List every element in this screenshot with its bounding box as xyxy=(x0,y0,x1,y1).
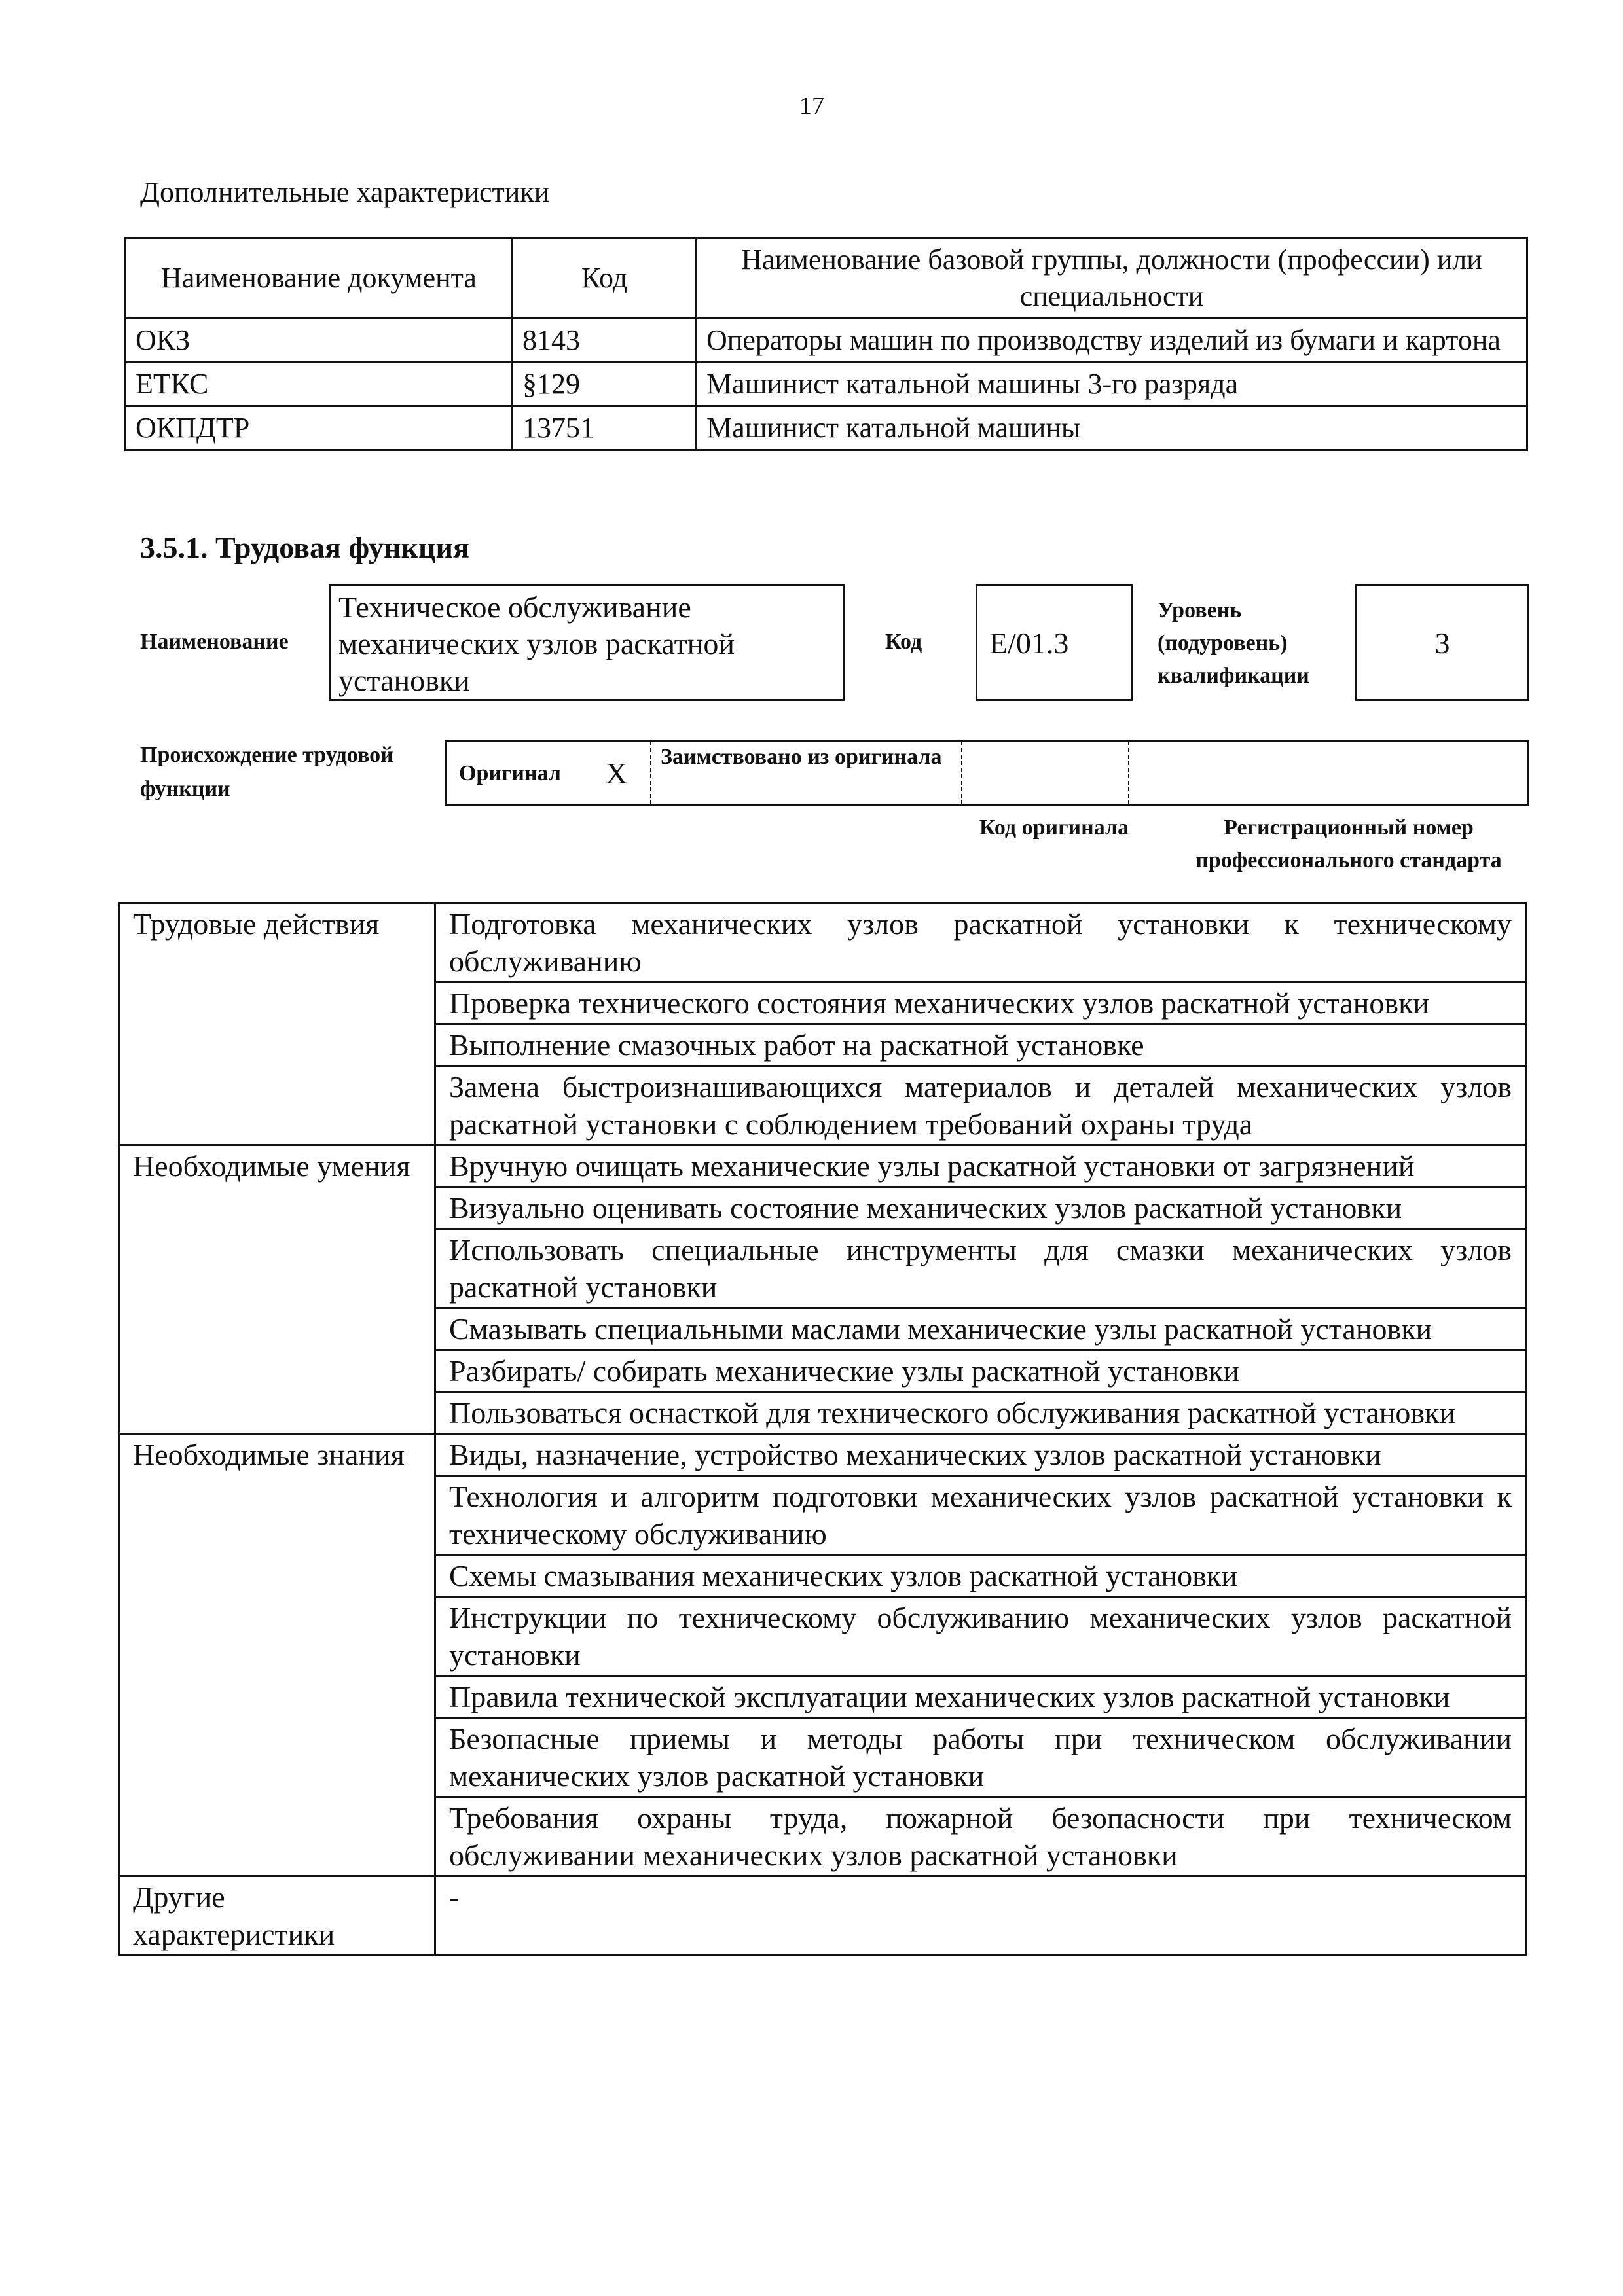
table-row xyxy=(119,903,1526,982)
cell-code: 13751 xyxy=(513,406,697,450)
labor-function-title: 3.5.1. Трудовая функция xyxy=(140,531,469,564)
list-item: Выполнение смазочных работ на раскатной установке xyxy=(435,1024,1526,1066)
list-item: Проверка технического состояния механических узлов раскатной установки xyxy=(435,982,1526,1024)
table-row xyxy=(119,1145,1526,1187)
list-item: Замена быстроизнашивающихся материалов и деталей механических узлов раскатной установки с соблюдением требований охраны труда xyxy=(435,1066,1526,1145)
table-header-row xyxy=(126,238,1527,319)
list-item: Пользоваться оснасткой для технического обслуживания раскатной установки xyxy=(435,1392,1526,1434)
code-label: Код xyxy=(885,630,922,654)
table-row xyxy=(119,1876,1526,1956)
code-original-caption: Код оригинала xyxy=(979,816,1129,840)
table-row xyxy=(126,319,1527,363)
header-document: Наименование документа xyxy=(126,238,513,319)
list-item: Инструкции по техническому обслуживанию механических узлов раскатной установки xyxy=(435,1597,1526,1676)
cell-name: Машинист катальной машины 3-го разряда xyxy=(697,363,1527,406)
cell-code: 8143 xyxy=(513,319,697,363)
name-label: Наименование xyxy=(140,630,289,654)
list-item: Визуально оценивать состояние механических узлов раскатной установки xyxy=(435,1187,1526,1229)
list-item: Разбирать/ собирать механические узлы раскатной установки xyxy=(435,1350,1526,1392)
divider xyxy=(1128,742,1129,804)
cell-doc: ОКПДТР xyxy=(126,406,513,450)
list-item: Подготовка механических узлов раскатной установки к техническому обслуживанию xyxy=(435,903,1526,982)
category-cell: Другие характеристики xyxy=(119,1876,435,1956)
category-cell: Необходимые умения xyxy=(119,1145,435,1434)
qualification-level-box: 3 xyxy=(1355,584,1529,701)
additional-characteristics-table xyxy=(124,237,1528,451)
original-mark: X xyxy=(606,757,628,790)
cell-doc: ОКЗ xyxy=(126,319,513,363)
origin-label: Происхождение трудовой функции xyxy=(140,743,393,801)
header-group-name: Наименование базовой группы, должности (профессии) или специальности xyxy=(697,238,1527,319)
labor-function-table xyxy=(118,902,1527,1956)
list-item: Виды, назначение, устройство механических узлов раскатной установки xyxy=(435,1434,1526,1476)
cell-name: Операторы машин по производству изделий из бумаги и картона xyxy=(697,319,1527,363)
list-item: Использовать специальные инструменты для смазки механических узлов раскатной установки xyxy=(435,1229,1526,1308)
list-item: Смазывать специальными маслами механические узлы раскатной установки xyxy=(435,1308,1526,1350)
list-item: Безопасные приемы и методы работы при техническом обслуживании механических узлов раскатной установки xyxy=(435,1718,1526,1797)
divider xyxy=(961,742,962,804)
function-code-box: E/01.3 xyxy=(976,584,1133,701)
borrowed-cell xyxy=(651,742,959,804)
list-item: Схемы смазывания механических узлов раскатной установки xyxy=(435,1555,1526,1597)
origin-table xyxy=(445,740,1529,806)
list-item: Требования охраны труда, пожарной безопасности при техническом обслуживании механических узлов раскатной установки xyxy=(435,1797,1526,1876)
list-item: Правила технической эксплуатации механических узлов раскатной установки xyxy=(435,1676,1526,1718)
category-cell: Трудовые действия xyxy=(119,903,435,1145)
reg-number-caption: Регистрационный номер профессионального стандарта xyxy=(1195,816,1502,872)
table-row xyxy=(126,363,1527,406)
list-item: - xyxy=(435,1876,1526,1956)
cell-code: §129 xyxy=(513,363,697,406)
list-item: Технология и алгоритм подготовки механических узлов раскатной установки к техническому обслуживанию xyxy=(435,1476,1526,1555)
level-label: Уровень (подуровень) квалификации xyxy=(1158,598,1309,688)
cell-doc: ЕТКС xyxy=(126,363,513,406)
borrowed-label: Заимствовано из оригинала xyxy=(661,745,942,769)
table-row xyxy=(119,1434,1526,1476)
category-cell: Необходимые знания xyxy=(119,1434,435,1876)
header-code: Код xyxy=(513,238,697,319)
table-row xyxy=(126,406,1527,450)
list-item: Вручную очищать механические узлы раскатной установки от загрязнений xyxy=(435,1145,1526,1187)
cell-name: Машинист катальной машины xyxy=(697,406,1527,450)
original-label: Оригинал xyxy=(459,761,561,785)
page-number: 17 xyxy=(799,92,824,120)
function-name-box: Техническое обслуживание механических узлов раскатной установки xyxy=(329,584,845,701)
additional-characteristics-title: Дополнительные характеристики xyxy=(140,176,550,208)
original-cell xyxy=(447,742,653,804)
